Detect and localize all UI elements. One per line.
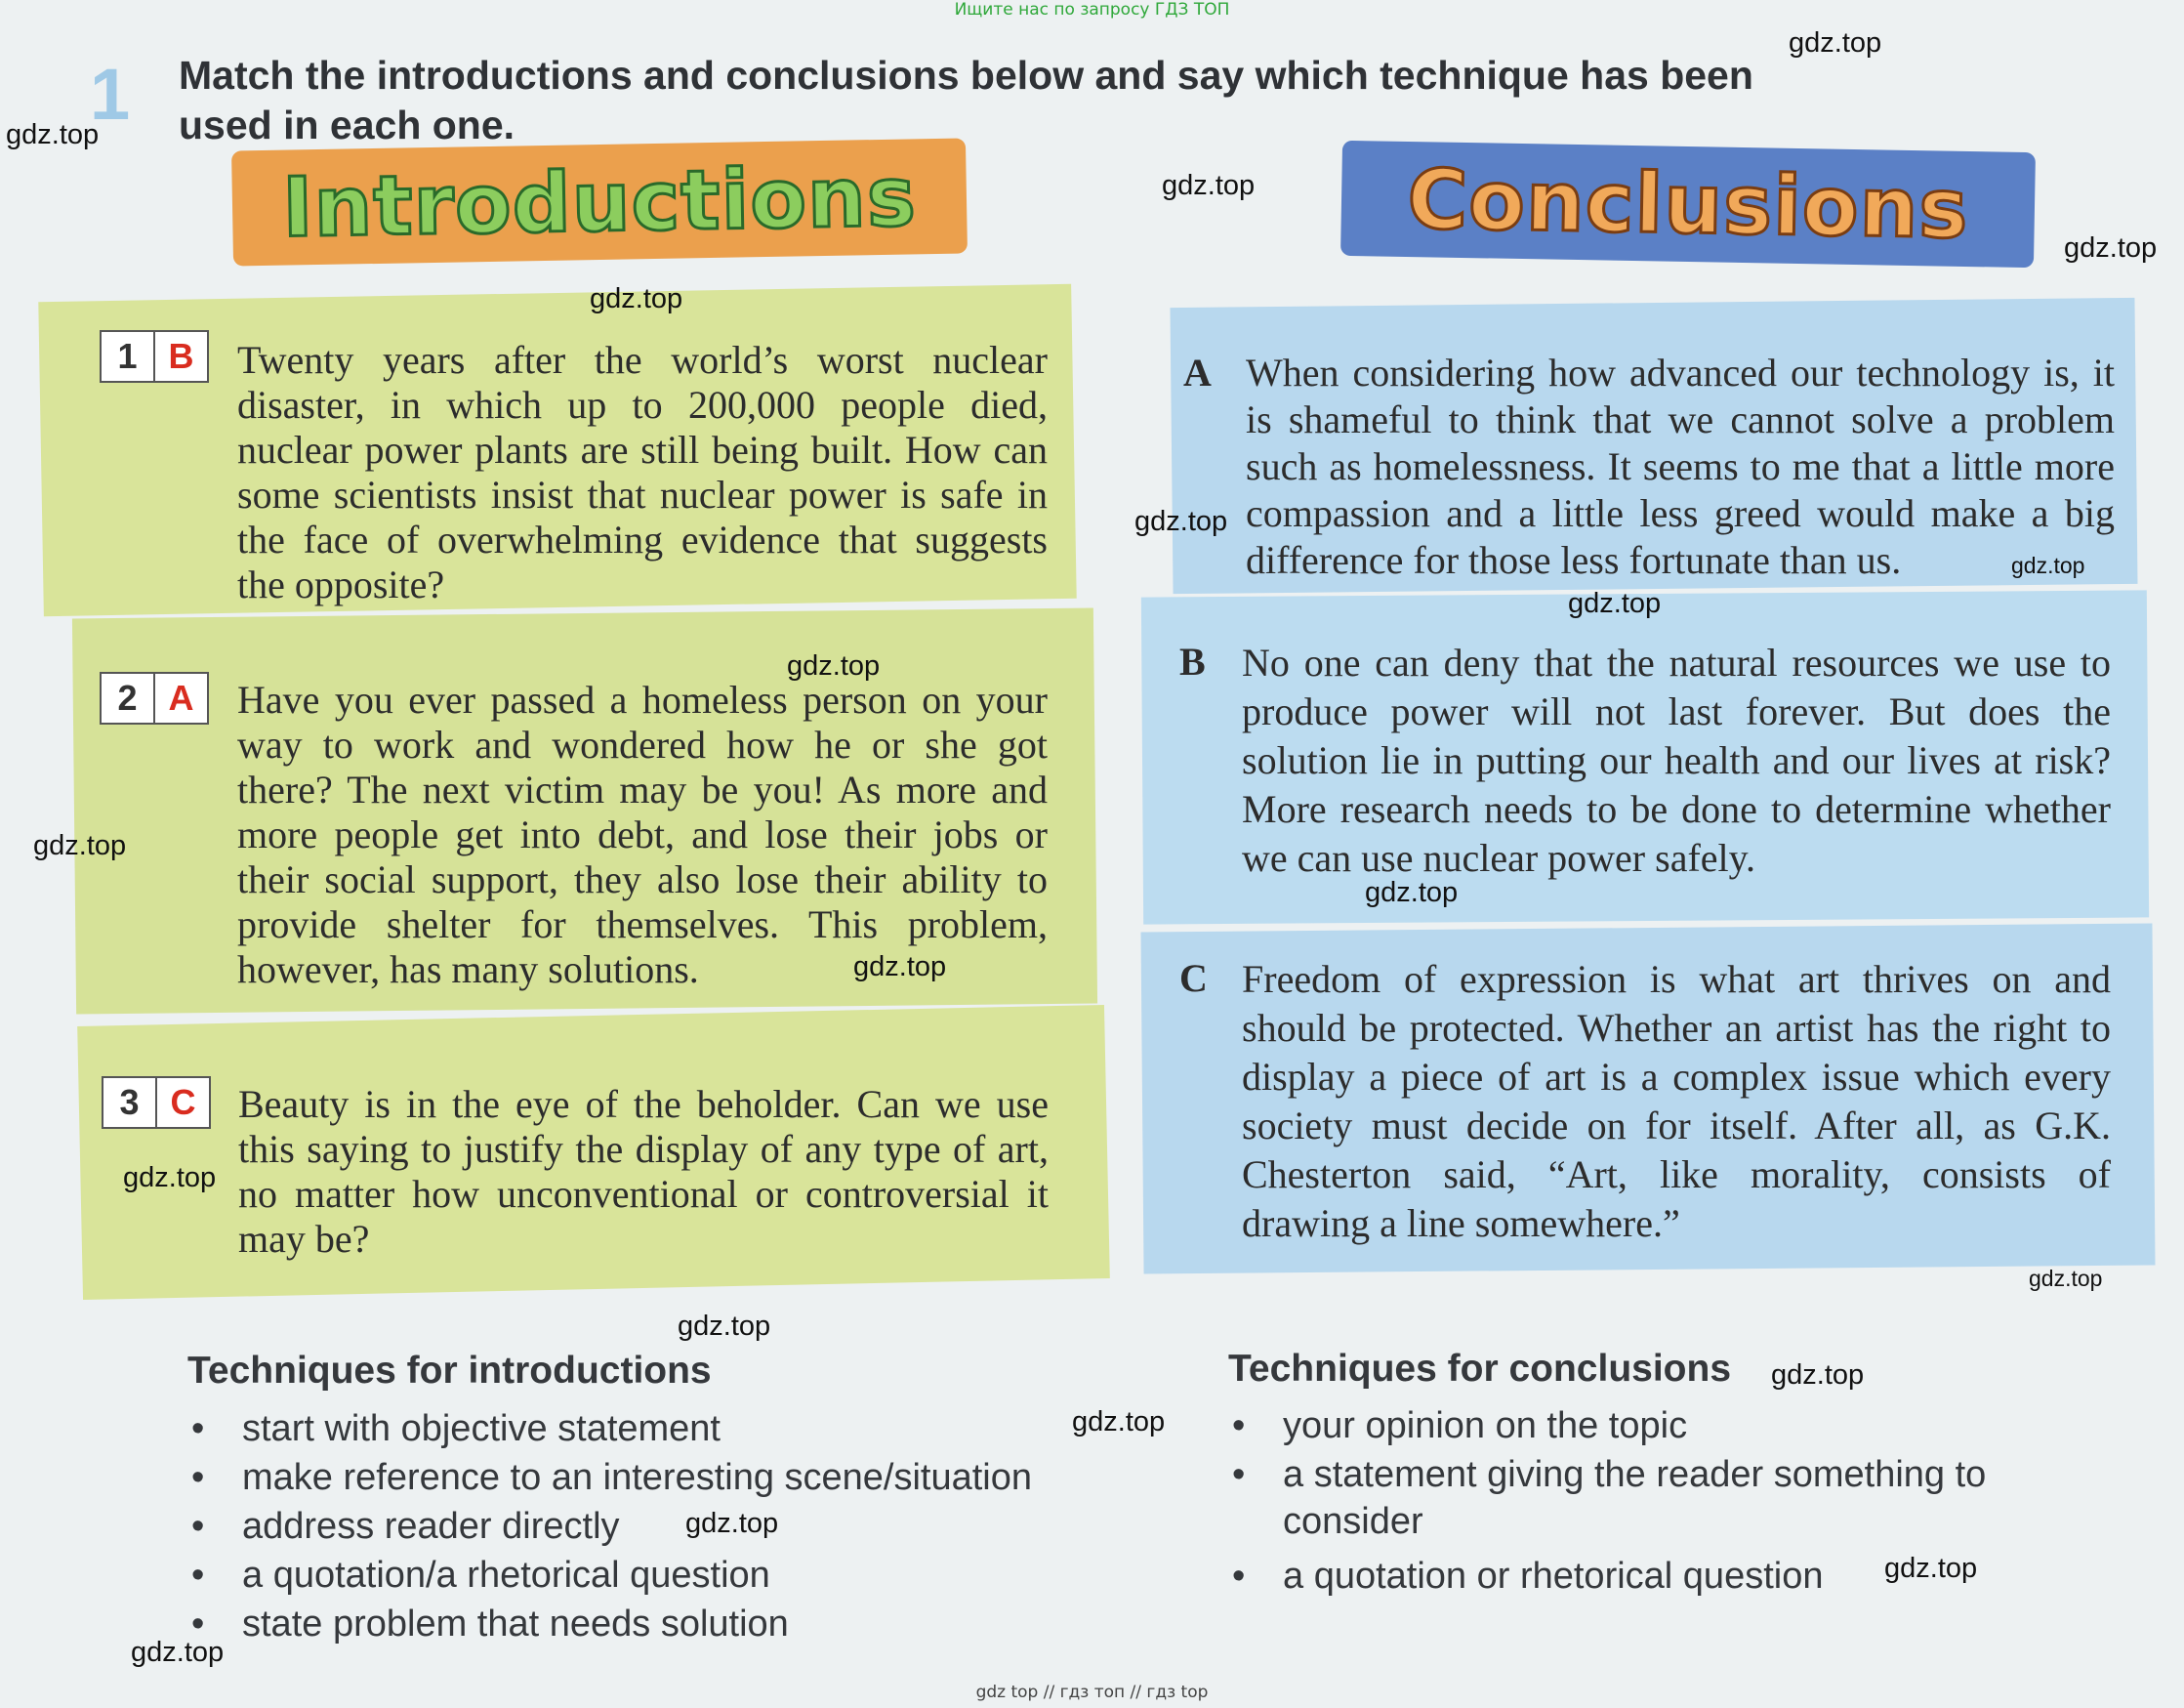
watermark: gdz.top (1365, 877, 1459, 908)
introduction-text-2: Have you ever passed a homeless person on your way to work and wondered how he or she got there? The next victim may be you! As more and more people get into debt, and lose their jobs or their social support, they also lose their ability to provide shelter for themselves. This problem, however, has many solutions. (237, 678, 1048, 991)
intro-number: 2 (102, 674, 155, 723)
technique-label: make reference to an interesting scene/situation (242, 1457, 1033, 1498)
intro-number: 3 (103, 1078, 157, 1127)
technique-label: a quotation or rhetorical question (1283, 1556, 1824, 1597)
watermark: gdz.top (6, 119, 100, 150)
technique-label: address reader directly (242, 1506, 620, 1547)
conclusions-banner (1340, 141, 2036, 268)
technique-label: a statement giving the reader something to consider (1283, 1454, 1987, 1542)
list-item (1232, 1402, 2072, 1449)
list-item (191, 1551, 1032, 1600)
watermark: gdz.top (131, 1637, 225, 1668)
watermark: gdz.top (1162, 170, 1256, 201)
top-banner[interactable]: Ищите нас по запросу ГДЗ ТОП (954, 0, 1230, 20)
exercise-number: 1 (90, 54, 131, 135)
watermark: gdz.top (2011, 553, 2085, 578)
list-item (1232, 1451, 2072, 1545)
watermark: gdz.top (123, 1162, 217, 1193)
watermark: gdz.top (678, 1311, 771, 1342)
conclusions-title: Conclusions (1406, 150, 1970, 258)
answer-box-1 (100, 330, 209, 383)
watermark: gdz.top (1771, 1359, 1865, 1391)
introduction-text-3: Beauty is in the eye of the beholder. Can we use this saying to justify the display of any type of art, no matter how unconventional or controversial it may be? (238, 1082, 1049, 1261)
bullet: • (1232, 1454, 1246, 1495)
watermark: gdz.top (1134, 506, 1228, 537)
watermark: gdz.top (2029, 1266, 2103, 1291)
techniques-conclusions-heading: Techniques for conclusions (1228, 1348, 1732, 1390)
list-item (191, 1600, 1032, 1648)
technique-label: your opinion on the topic (1283, 1405, 1688, 1446)
bottom-banner[interactable]: gdz top // гдз топ // гдз top (975, 1683, 1209, 1702)
conclusion-text-b: No one can deny that the natural resources we use to produce power will not last forever. But does the solution lie in putting our health and our lives at risk? More research needs to be done to determine whether we can use nuclear power safely. (1242, 641, 2111, 880)
list-item (191, 1453, 1032, 1502)
watermark: gdz.top (685, 1508, 779, 1539)
conclusion-letter-c: C (1179, 956, 1208, 1000)
conclusion-text-a: When considering how advanced our technology is, it is shameful to think that we cannot solve a problem such as homelessness. It seems to me that a little more compassion and a little less greed would make a big difference for those less fortunate than us. (1246, 351, 2115, 582)
watermark: gdz.top (1072, 1406, 1166, 1437)
watermark: gdz.top (1884, 1553, 1978, 1584)
watermark: gdz.top (787, 650, 881, 682)
bullet: • (191, 1457, 205, 1498)
answer-letter: B (168, 336, 194, 376)
watermark: gdz.top (1568, 588, 1662, 619)
bullet: • (191, 1555, 205, 1596)
techniques-introductions-heading: Techniques for introductions (187, 1350, 712, 1392)
bullet: • (1232, 1556, 1246, 1597)
answer-letter: C (170, 1082, 196, 1122)
bullet: • (191, 1408, 205, 1449)
conclusion-letter-b: B (1179, 640, 1206, 684)
watermark: gdz.top (2064, 232, 2158, 264)
watermark: gdz.top (590, 283, 683, 314)
techniques-introductions-list (191, 1404, 1032, 1648)
introduction-text-1: Twenty years after the world’s worst nuclear disaster, in which up to 200,000 people died, nuclear power plants are still being built. How can some scientists insist that nuclear power is safe in the face of overwhelming evidence that suggests the opposite? (237, 338, 1048, 606)
watermark: gdz.top (33, 830, 127, 861)
answer-letter: A (168, 678, 194, 718)
introductions-title: Introductions (281, 148, 918, 256)
bullet: • (1232, 1405, 1246, 1446)
technique-label: state problem that needs solution (242, 1604, 789, 1645)
watermark: gdz.top (1789, 27, 1882, 59)
list-item (191, 1404, 1032, 1453)
introductions-banner (231, 138, 968, 266)
technique-label: start with objective statement (242, 1408, 721, 1449)
conclusion-text-c: Freedom of expression is what art thrives on and should be protected. Whether an artist has the right to display a piece of art is a complex issue which every society must decide on for itself. After all, as G.K. Chesterton said, “Art, like morality, consists of drawing a line somewhere.” (1242, 957, 2111, 1245)
list-item (191, 1502, 1032, 1551)
exercise-instruction: Match the introductions and conclusions below and say which technique has been used in each one. (179, 53, 1753, 147)
answer-box-3 (102, 1076, 211, 1129)
intro-number: 1 (102, 332, 155, 381)
technique-label: a quotation/a rhetorical question (242, 1555, 770, 1596)
bullet: • (191, 1506, 205, 1547)
bullet: • (191, 1604, 205, 1645)
watermark: gdz.top (853, 951, 947, 982)
answer-box-2 (100, 672, 209, 725)
conclusion-letter-a: A (1183, 351, 1212, 395)
